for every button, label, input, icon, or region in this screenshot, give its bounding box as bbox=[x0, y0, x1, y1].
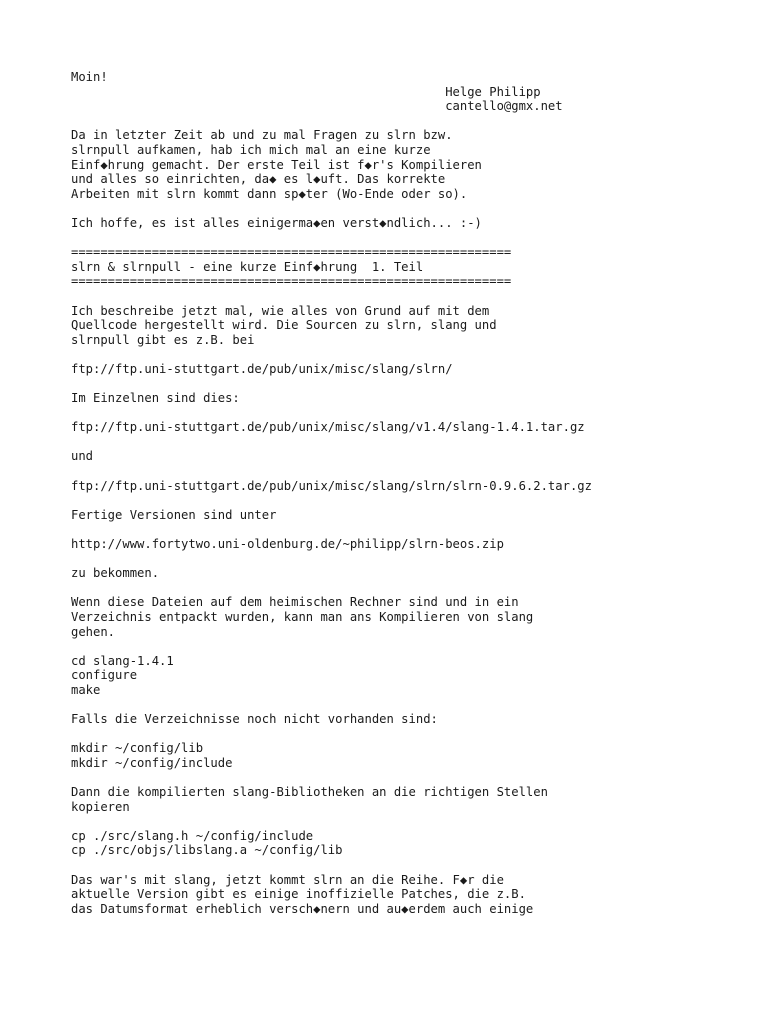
document-line: Moin! bbox=[71, 70, 108, 84]
document-line: mkdir ~/config/include bbox=[71, 755, 233, 770]
document-line: und bbox=[71, 449, 94, 464]
document-line: Quellcode hergestellt wird. Die Sourcen zu slrn, slang und bbox=[71, 318, 497, 333]
blank-line bbox=[71, 464, 751, 479]
blank-line bbox=[71, 114, 751, 129]
document-line: Falls die Verzeichnisse noch nicht vorhanden sind: bbox=[71, 712, 438, 727]
document-line: Helge Philipp bbox=[71, 84, 541, 99]
blank-line bbox=[71, 858, 751, 873]
document-line: Einf◆hrung gemacht. Der erste Teil ist f◆r's Kompilieren bbox=[71, 157, 482, 172]
document-line: cantello@gmx.net bbox=[71, 99, 563, 114]
document-line: configure bbox=[71, 668, 138, 683]
document-line: gehen. bbox=[71, 624, 116, 639]
document-line: Das war's mit slang, jetzt kommt slrn an die Reihe. F◆r die bbox=[71, 872, 504, 887]
blank-line bbox=[71, 771, 751, 786]
blank-line bbox=[71, 698, 751, 713]
document-line: Da in letzter Zeit ab und zu mal Fragen zu slrn bzw. bbox=[71, 128, 453, 143]
blank-line bbox=[71, 376, 751, 391]
document-line: Dann die kompilierten slang-Bibliotheken an die richtigen Stellen bbox=[71, 785, 548, 800]
document-line: aktuelle Version gibt es einige inoffizielle Patches, die z.B. bbox=[71, 887, 526, 902]
document-line: kopieren bbox=[71, 799, 130, 814]
document-line: Fertige Versionen sind unter bbox=[71, 507, 277, 522]
blank-line bbox=[71, 814, 751, 829]
blank-line bbox=[71, 727, 751, 742]
document-line: Ich hoffe, es ist alles einigerma◆en verst◆ndlich... :-) bbox=[71, 215, 482, 230]
document-line: Verzeichnis entpackt wurden, kann man ans Kompilieren von slang bbox=[71, 609, 534, 624]
blank-line bbox=[71, 201, 751, 216]
document-line: ============================================================ bbox=[71, 274, 512, 289]
document-line: slrnpull aufkamen, hab ich mich mal an eine kurze bbox=[71, 142, 431, 157]
document-line: http://www.fortytwo.uni-oldenburg.de/~philipp/slrn-beos.zip bbox=[71, 537, 504, 551]
document-line: cp ./src/slang.h ~/config/include bbox=[71, 828, 314, 843]
document-line: make bbox=[71, 682, 101, 697]
blank-line bbox=[71, 347, 751, 362]
document-line: Wenn diese Dateien auf dem heimischen Rechner sind und in ein bbox=[71, 595, 519, 610]
document-line: slrn & slrnpull - eine kurze Einf◆hrung 1. Teil bbox=[71, 259, 424, 274]
document-line: ftp://ftp.uni-stuttgart.de/pub/unix/misc/slang/slrn/ bbox=[71, 361, 453, 376]
document-body bbox=[71, 70, 751, 916]
blank-line bbox=[71, 406, 751, 421]
document-line: cd slang-1.4.1 bbox=[71, 653, 174, 668]
document-line: ============================================================ bbox=[71, 245, 512, 260]
document-line: ftp://ftp.uni-stuttgart.de/pub/unix/misc/slang/slrn/slrn-0.9.6.2.tar.gz bbox=[71, 478, 592, 493]
blank-line bbox=[71, 581, 751, 596]
blank-line bbox=[71, 552, 751, 567]
document-line: slrnpull gibt es z.B. bei bbox=[71, 332, 255, 347]
blank-line bbox=[71, 231, 751, 246]
blank-line bbox=[71, 289, 751, 304]
blank-line bbox=[71, 493, 751, 508]
blank-line bbox=[71, 639, 751, 654]
blank-line bbox=[71, 435, 751, 450]
document-line: zu bekommen. bbox=[71, 566, 160, 581]
document-line: ftp://ftp.uni-stuttgart.de/pub/unix/misc/slang/v1.4/slang-1.4.1.tar.gz bbox=[71, 420, 585, 435]
document-line: und alles so einrichten, da◆ es l◆uft. Das korrekte bbox=[71, 172, 446, 187]
document-line: das Datumsformat erheblich versch◆nern und au◆erdem auch einige bbox=[71, 901, 534, 916]
document-line: Im Einzelnen sind dies: bbox=[71, 391, 240, 406]
document-line: Arbeiten mit slrn kommt dann sp◆ter (Wo-Ende oder so). bbox=[71, 186, 468, 201]
document-line: Ich beschreibe jetzt mal, wie alles von Grund auf mit dem bbox=[71, 303, 490, 318]
document-line: cp ./src/objs/libslang.a ~/config/lib bbox=[71, 843, 343, 858]
document-line: mkdir ~/config/lib bbox=[71, 741, 204, 756]
blank-line bbox=[71, 522, 751, 537]
